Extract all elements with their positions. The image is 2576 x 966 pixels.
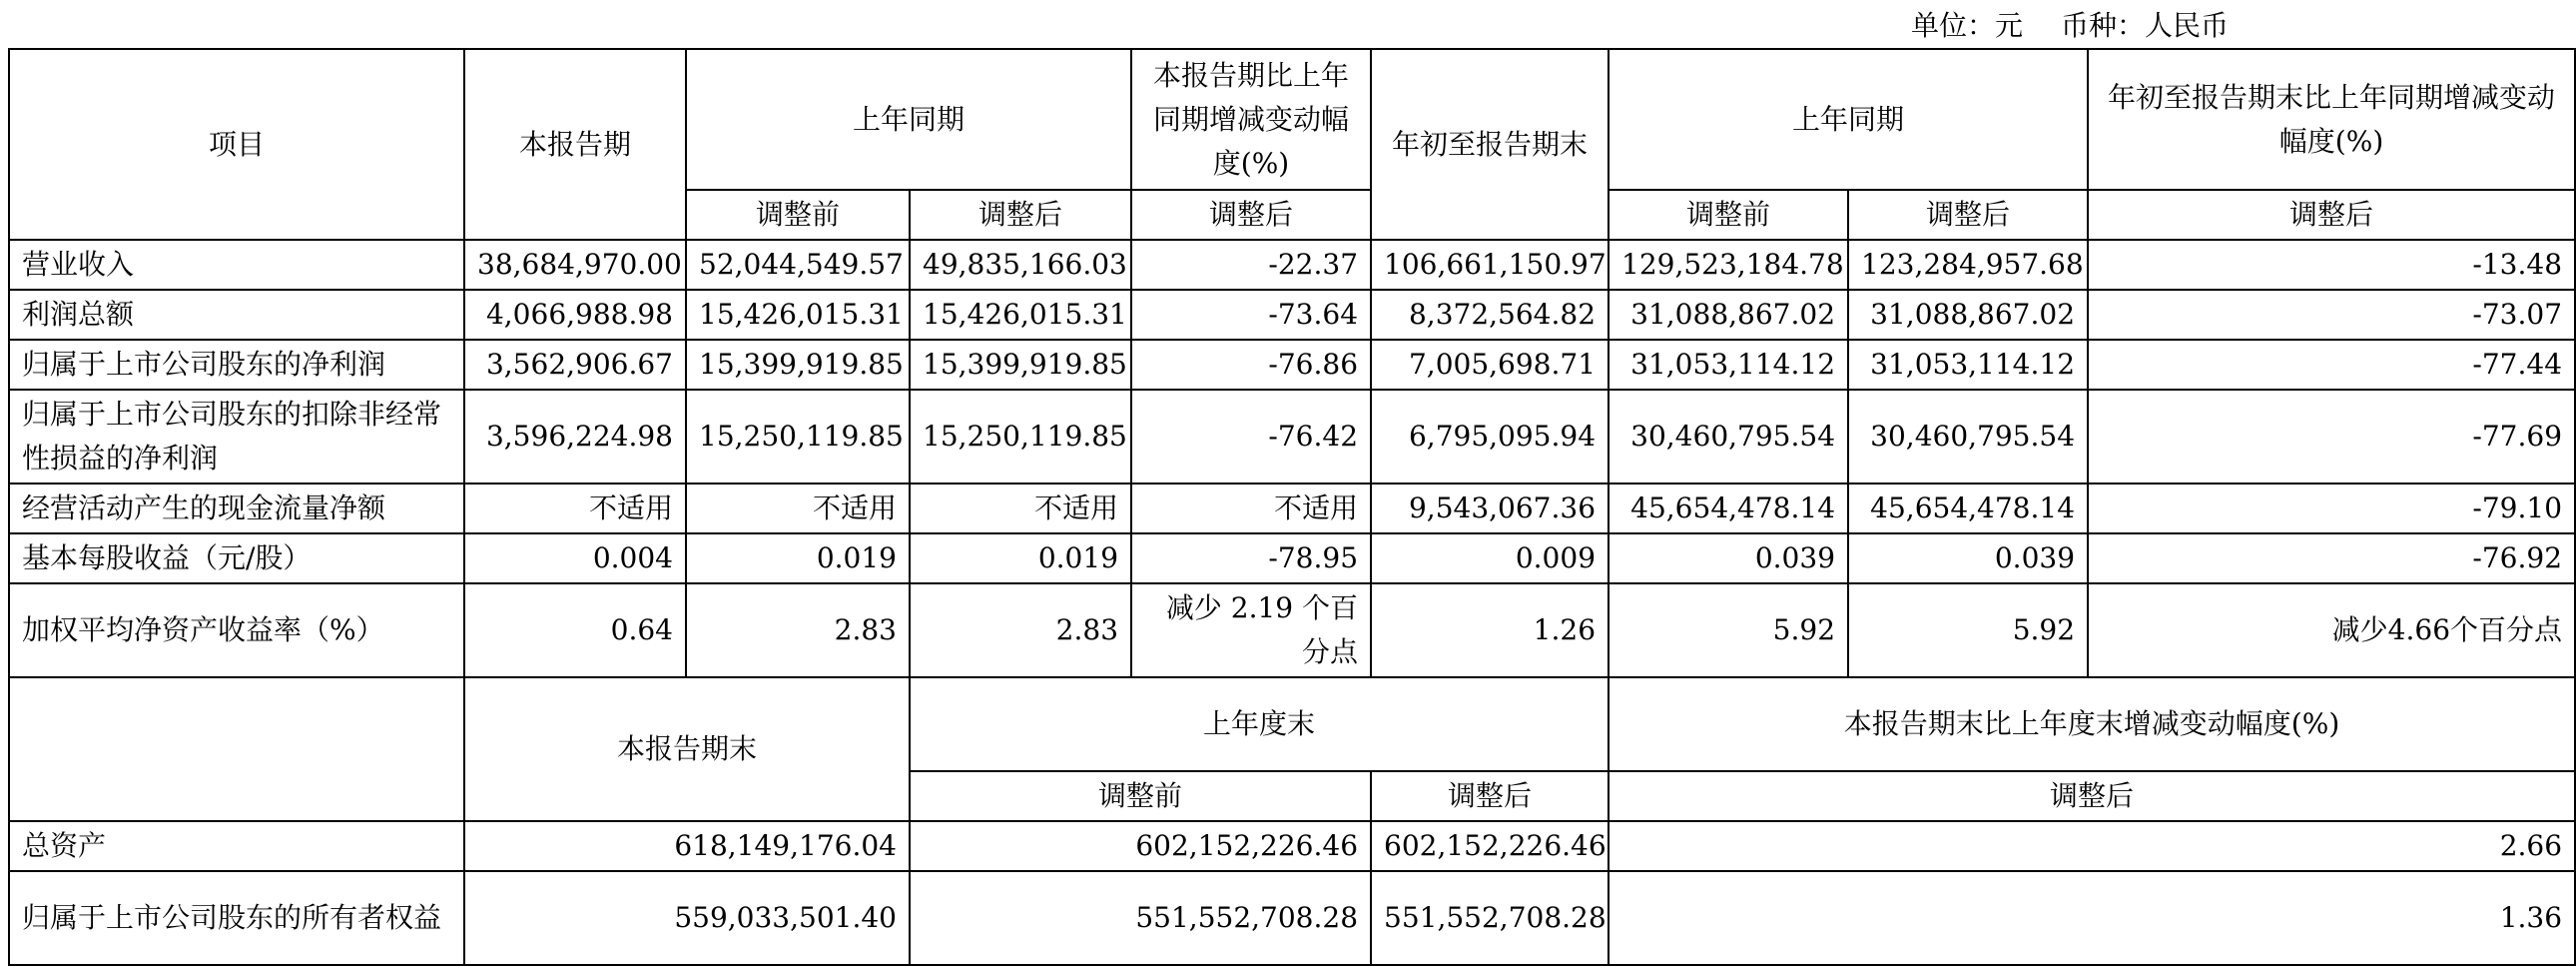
cell-ytd-after: 0.039	[1848, 533, 2088, 583]
cell-ytd: 106,661,150.97	[1371, 240, 1609, 290]
cell-period-end: 559,033,501.40	[464, 871, 910, 965]
header-change-period: 本报告期比上年同期增减变动幅度(%)	[1131, 49, 1371, 190]
cell-ytd-change: -77.69	[2088, 390, 2575, 483]
header-ytd-change-after-adj: 调整后	[2088, 190, 2575, 240]
cell-change: -78.95	[1131, 533, 1371, 583]
cell-ytd-before: 31,053,114.12	[1609, 340, 1848, 390]
row-label: 归属于上市公司股东的所有者权益	[9, 871, 464, 965]
table-row	[9, 483, 2575, 533]
cell-prior-before: 15,399,919.85	[686, 340, 910, 390]
cell-ytd-before: 129,523,184.78	[1609, 240, 1848, 290]
header-change-after-adj: 调整后	[1131, 190, 1371, 240]
cell-change: -22.37	[1131, 240, 1371, 290]
header-change-ytd: 年初至报告期末比上年同期增减变动幅度(%)	[2088, 49, 2575, 190]
cell-last-year-after: 551,552,708.28	[1371, 871, 1609, 965]
row-label: 营业收入	[9, 240, 464, 290]
header-last-year-after-adj: 调整后	[1371, 771, 1609, 821]
row-label: 基本每股收益（元/股）	[9, 533, 464, 583]
row-label: 加权平均净资产收益率（%）	[9, 583, 464, 677]
balance-header-blank	[9, 677, 464, 821]
cell-change: 减少 2.19 个百分点	[1131, 583, 1371, 677]
header-ytd-after-adj: 调整后	[1848, 190, 2088, 240]
cell-ytd-after: 31,088,867.02	[1848, 290, 2088, 340]
cell-current: 0.004	[464, 533, 686, 583]
cell-prior-after: 15,426,015.31	[910, 290, 1131, 340]
header-change-after-adj-balance: 调整后	[1609, 771, 2575, 821]
row-label: 归属于上市公司股东的扣除非经常性损益的净利润	[9, 390, 464, 483]
cell-ytd: 7,005,698.71	[1371, 340, 1609, 390]
cell-ytd-before: 31,088,867.02	[1609, 290, 1848, 340]
header-same-period-last-year-2: 上年同期	[1609, 49, 2088, 190]
cell-prior-before: 不适用	[686, 483, 910, 533]
cell-prior-after: 2.83	[910, 583, 1131, 677]
cell-ytd-after: 123,284,957.68	[1848, 240, 2088, 290]
header-period-end-change: 本报告期末比上年度末增减变动幅度(%)	[1609, 677, 2575, 771]
cell-ytd-change: -76.92	[2088, 533, 2575, 583]
header-last-year-before-adj: 调整前	[910, 771, 1371, 821]
cell-prior-after: 不适用	[910, 483, 1131, 533]
row-label: 利润总额	[9, 290, 464, 340]
table-row	[9, 871, 2575, 965]
cell-ytd-after: 45,654,478.14	[1848, 483, 2088, 533]
cell-prior-before: 52,044,549.57	[686, 240, 910, 290]
cell-current: 4,066,988.98	[464, 290, 686, 340]
cell-prior-before: 15,426,015.31	[686, 290, 910, 340]
header-item: 项目	[9, 49, 464, 240]
cell-current: 3,562,906.67	[464, 340, 686, 390]
cell-ytd-before: 0.039	[1609, 533, 1848, 583]
cell-last-year-before: 602,152,226.46	[910, 821, 1371, 871]
header-last-year-end: 上年度末	[910, 677, 1609, 771]
cell-ytd-after: 31,053,114.12	[1848, 340, 2088, 390]
cell-ytd: 0.009	[1371, 533, 1609, 583]
table-row	[9, 290, 2575, 340]
cell-ytd: 1.26	[1371, 583, 1609, 677]
cell-ytd: 6,795,095.94	[1371, 390, 1609, 483]
header-ytd: 年初至报告期末	[1371, 49, 1609, 240]
cell-period-end: 618,149,176.04	[464, 821, 910, 871]
cell-prior-before: 15,250,119.85	[686, 390, 910, 483]
cell-ytd-change: -73.07	[2088, 290, 2575, 340]
cell-ytd-before: 30,460,795.54	[1609, 390, 1848, 483]
header-before-adj: 调整前	[686, 190, 910, 240]
cell-change: -73.64	[1131, 290, 1371, 340]
header-current-period: 本报告期	[464, 49, 686, 240]
cell-ytd-after: 30,460,795.54	[1848, 390, 2088, 483]
financial-data-table	[8, 48, 2576, 966]
cell-current: 不适用	[464, 483, 686, 533]
header-after-adj: 调整后	[910, 190, 1131, 240]
cell-current: 0.64	[464, 583, 686, 677]
cell-ytd-after: 5.92	[1848, 583, 2088, 677]
cell-ytd: 9,543,067.36	[1371, 483, 1609, 533]
cell-ytd-before: 5.92	[1609, 583, 1848, 677]
cell-prior-before: 0.019	[686, 533, 910, 583]
unit-currency-line	[1911, 4, 2229, 48]
table-row	[9, 533, 2575, 583]
cell-last-year-before: 551,552,708.28	[910, 871, 1371, 965]
cell-prior-after: 15,399,919.85	[910, 340, 1131, 390]
cell-ytd-change: -77.44	[2088, 340, 2575, 390]
cell-change: -76.42	[1131, 390, 1371, 483]
table-row	[9, 240, 2575, 290]
cell-ytd-before: 45,654,478.14	[1609, 483, 1848, 533]
cell-prior-before: 2.83	[686, 583, 910, 677]
table-row	[9, 583, 2575, 677]
cell-current: 38,684,970.00	[464, 240, 686, 290]
cell-prior-after: 0.019	[910, 533, 1131, 583]
currency-label: 币种：人民币	[2060, 9, 2229, 42]
header-ytd-before-adj: 调整前	[1609, 190, 1848, 240]
cell-current: 3,596,224.98	[464, 390, 686, 483]
table-row	[9, 821, 2575, 871]
table-row	[9, 340, 2575, 390]
cell-ytd-change: 减少4.66个百分点	[2088, 583, 2575, 677]
cell-change: -76.86	[1131, 340, 1371, 390]
cell-balance-change: 1.36	[1609, 871, 2575, 965]
row-label: 经营活动产生的现金流量净额	[9, 483, 464, 533]
header-same-period-last-year: 上年同期	[686, 49, 1131, 190]
row-label: 总资产	[9, 821, 464, 871]
row-label: 归属于上市公司股东的净利润	[9, 340, 464, 390]
cell-ytd-change: -13.48	[2088, 240, 2575, 290]
cell-ytd: 8,372,564.82	[1371, 290, 1609, 340]
cell-last-year-after: 602,152,226.46	[1371, 821, 1609, 871]
cell-balance-change: 2.66	[1609, 821, 2575, 871]
header-period-end: 本报告期末	[464, 677, 910, 821]
cell-prior-after: 49,835,166.03	[910, 240, 1131, 290]
cell-change: 不适用	[1131, 483, 1371, 533]
table-row	[9, 390, 2575, 483]
cell-prior-after: 15,250,119.85	[910, 390, 1131, 483]
cell-ytd-change: -79.10	[2088, 483, 2575, 533]
unit-label: 单位：元	[1910, 9, 2023, 42]
